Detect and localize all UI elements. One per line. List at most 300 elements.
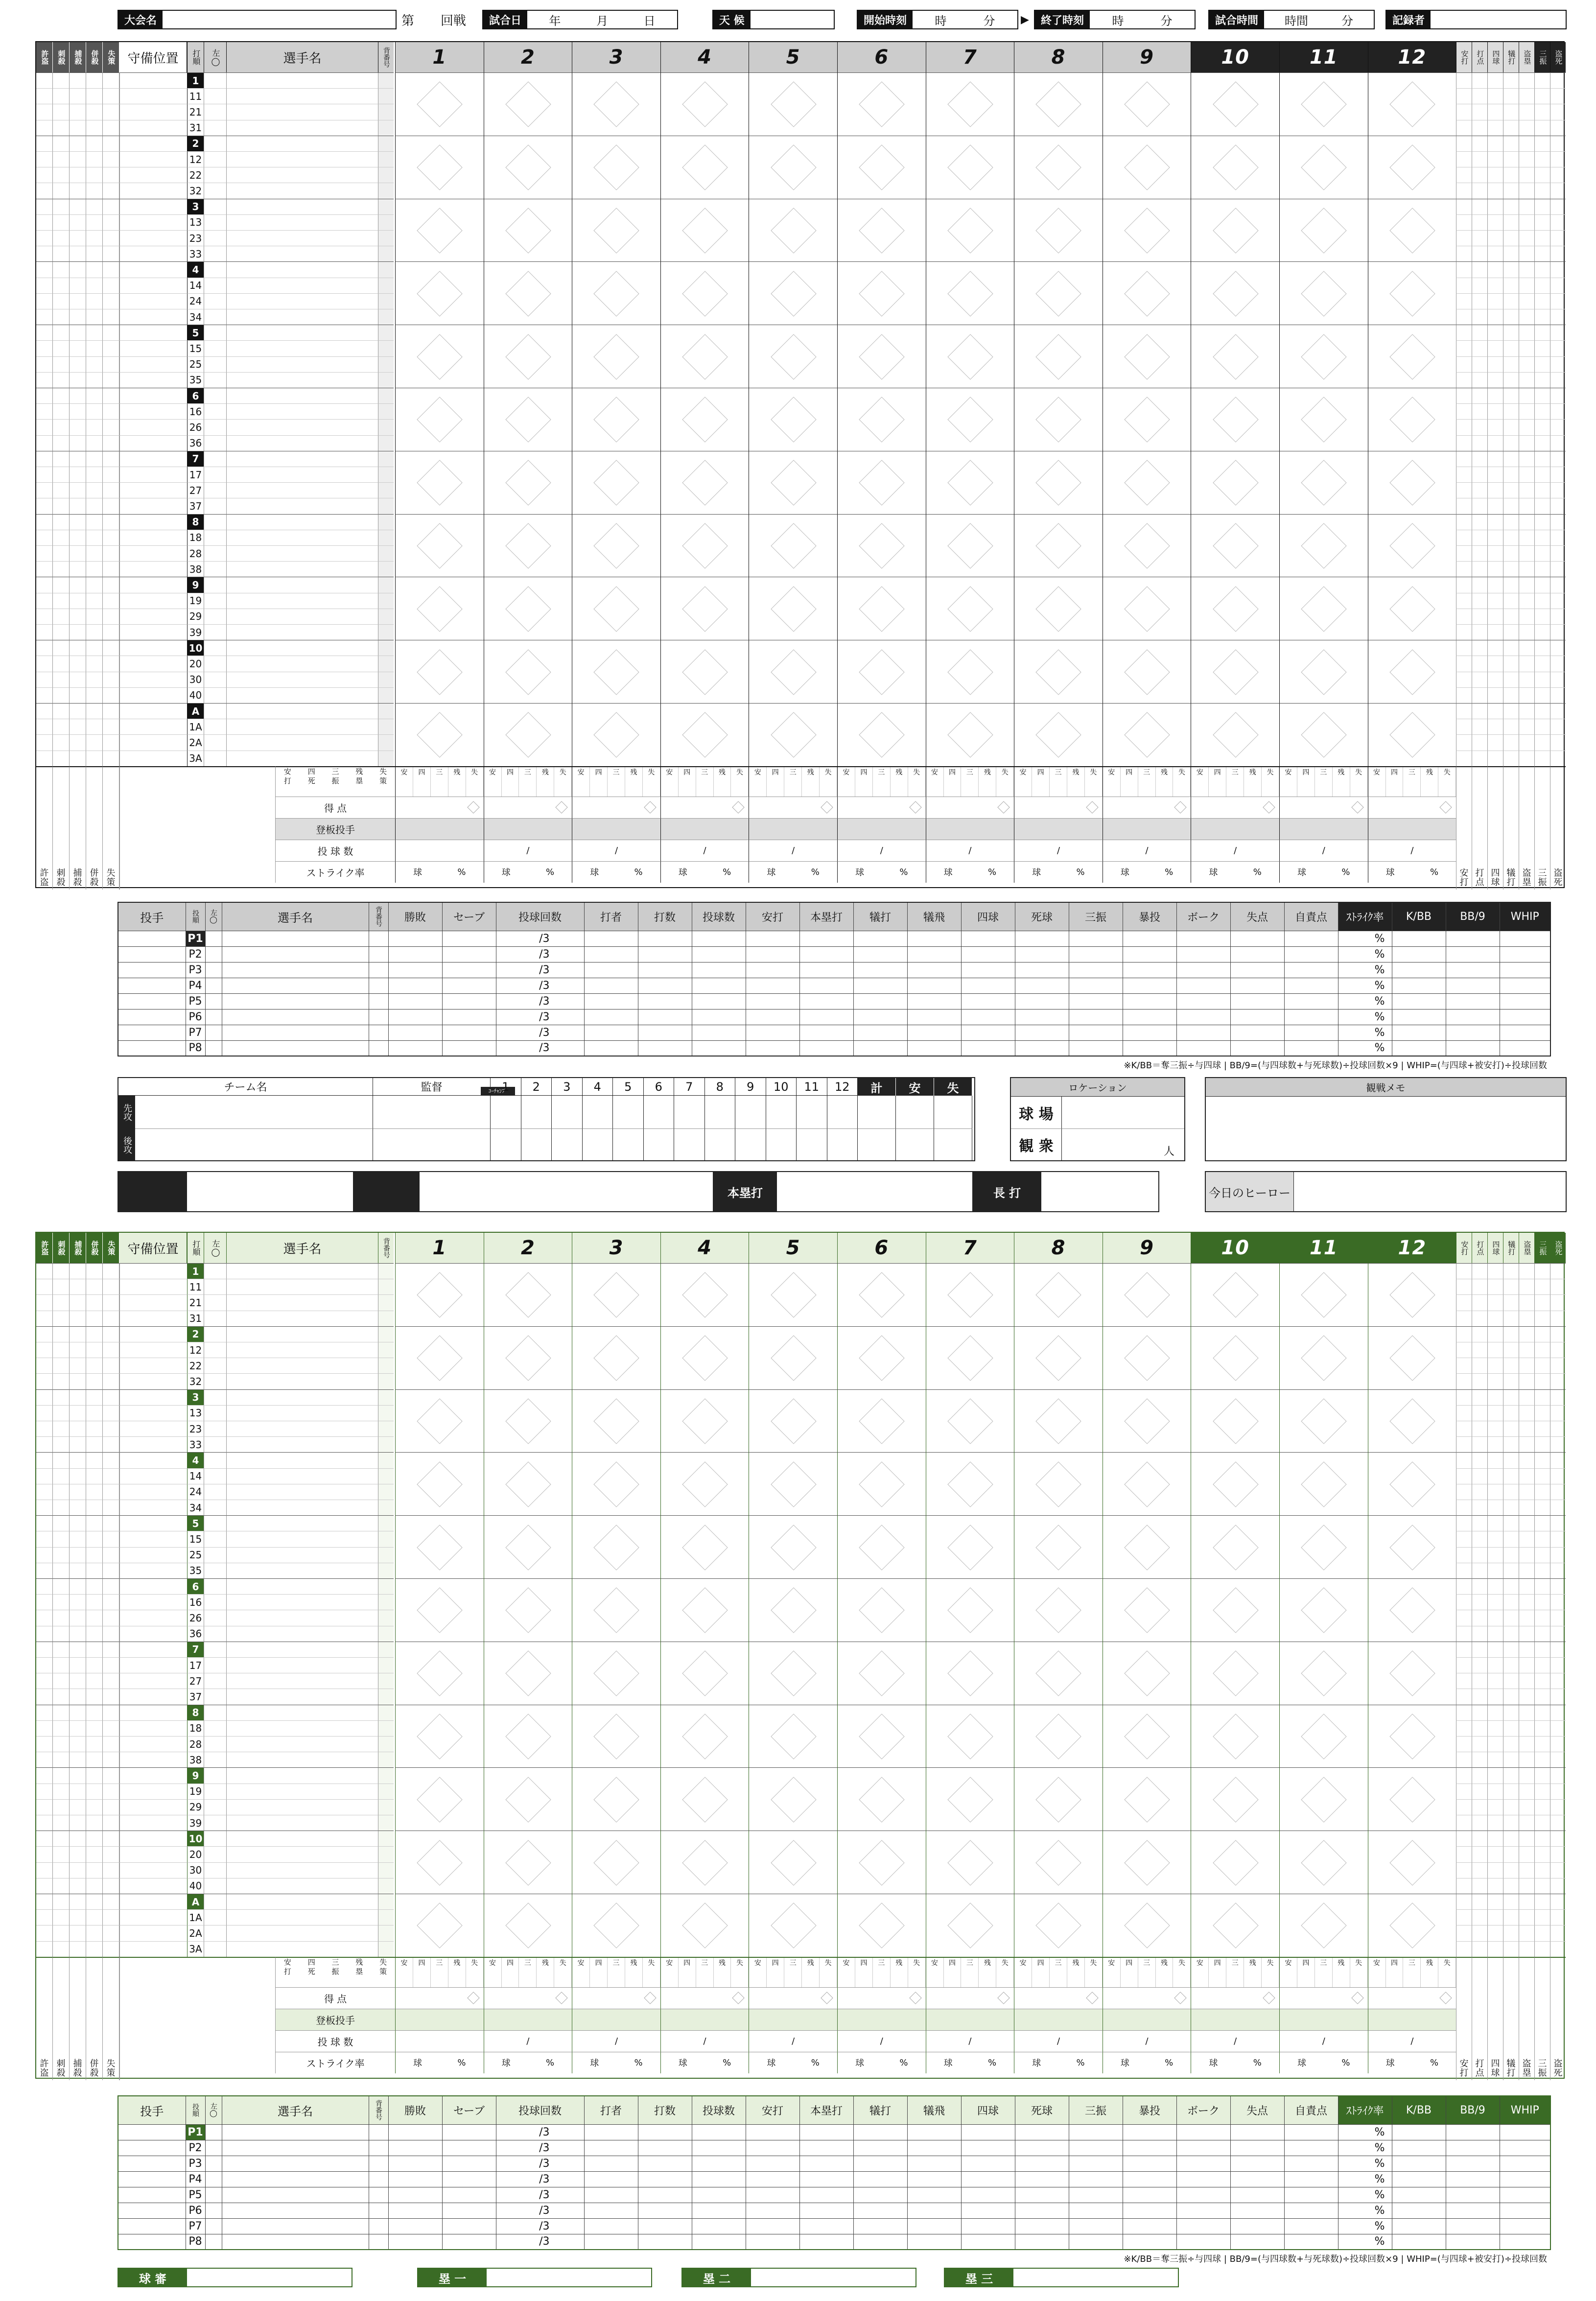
defense-cell[interactable] [119,1909,187,1925]
pitcher-cell[interactable] [853,2124,907,2140]
player-name-cell[interactable] [226,403,378,419]
pitcher-cell[interactable] [799,2203,853,2218]
pitcher-cell[interactable] [638,1040,692,1056]
left-grid-cell[interactable] [53,656,70,671]
pitcher-cell[interactable] [1284,1040,1338,1056]
left-grid-cell[interactable] [36,624,53,640]
lr-cell[interactable] [204,183,226,198]
uniform-cell[interactable] [378,1862,394,1878]
at-bat-cell[interactable] [1368,388,1456,451]
pitcher-cell[interactable] [853,993,907,1009]
summary-cell[interactable] [1368,797,1456,818]
right-grid-cell[interactable] [1503,640,1519,656]
left-grid-cell[interactable] [36,1294,53,1310]
pitcher-cell[interactable] [584,931,638,946]
right-grid-cell[interactable] [1550,1578,1566,1594]
left-grid-cell[interactable] [36,199,53,214]
player-name-cell[interactable] [226,1831,378,1846]
at-bat-cell[interactable] [572,1831,660,1894]
player-name-cell[interactable] [226,1689,378,1704]
pitcher-cell[interactable] [222,978,369,993]
right-grid-cell[interactable] [1487,719,1503,734]
right-grid-cell[interactable] [1487,624,1503,640]
right-grid-cell[interactable] [1487,1815,1503,1831]
summary-cell[interactable] [1103,2009,1191,2030]
right-grid-cell[interactable] [1550,656,1566,671]
right-grid-cell[interactable] [1456,136,1472,151]
left-grid-cell[interactable] [86,1389,103,1405]
right-grid-cell[interactable] [1472,1878,1487,1894]
summary-cell[interactable] [1191,2030,1279,2052]
uniform-cell[interactable] [378,687,394,703]
right-grid-cell[interactable] [1456,1657,1472,1673]
lr-cell[interactable] [204,1610,226,1625]
right-grid-cell[interactable] [1503,1405,1519,1421]
right-grid-cell[interactable] [1472,325,1487,340]
right-grid-cell[interactable] [1456,719,1472,734]
left-grid-cell[interactable] [36,1799,53,1815]
weather-field[interactable] [712,10,835,29]
left-grid-cell[interactable] [103,120,119,136]
at-bat-cell[interactable] [749,514,837,577]
right-grid-cell[interactable] [1550,1610,1566,1625]
right-grid-cell[interactable] [1519,687,1534,703]
pitcher-cell[interactable]: % [1338,931,1392,946]
pitcher-cell[interactable] [638,946,692,962]
left-grid-cell[interactable] [86,1326,103,1342]
hl-field-1[interactable] [187,1172,353,1211]
left-grid-cell[interactable] [70,1563,86,1578]
pitcher-cell[interactable]: /3 [496,993,584,1009]
lr-cell[interactable] [204,1436,226,1452]
at-bat-cell[interactable] [395,1263,484,1326]
left-grid-cell[interactable] [36,751,53,766]
player-name-cell[interactable] [226,356,378,372]
pitcher-cell[interactable] [692,1009,746,1025]
right-grid-cell[interactable] [1550,1784,1566,1799]
lr-cell[interactable] [204,167,226,183]
right-grid-cell[interactable] [1472,104,1487,119]
pitcher-cell[interactable] [1069,1025,1123,1040]
at-bat-cell[interactable] [660,640,749,703]
left-grid-cell[interactable] [70,624,86,640]
defense-cell[interactable] [119,278,187,293]
pitcher-cell[interactable] [638,1009,692,1025]
right-grid-cell[interactable] [1487,120,1503,136]
lr-cell[interactable] [204,72,226,88]
right-grid-cell[interactable] [1456,1515,1472,1531]
summary-cell[interactable] [572,2052,660,2073]
lr-cell[interactable] [204,1720,226,1736]
right-grid-cell[interactable] [1487,687,1503,703]
pitcher-cell[interactable] [369,2234,388,2250]
pitcher-cell[interactable] [1069,946,1123,962]
pitcher-cell[interactable] [388,962,442,978]
pitcher-cell[interactable] [584,993,638,1009]
player-name-cell[interactable] [226,467,378,482]
pitcher-cell[interactable]: % [1338,2156,1392,2171]
lr-cell[interactable] [204,1279,226,1294]
right-grid-cell[interactable] [1472,1421,1487,1436]
right-grid-cell[interactable] [1472,1784,1487,1799]
pitcher-cell[interactable] [205,1025,222,1040]
pitcher-cell[interactable] [1230,931,1284,946]
right-grid-cell[interactable] [1534,1705,1550,1720]
uniform-cell[interactable] [378,1563,394,1578]
left-grid-cell[interactable] [70,1311,86,1326]
right-grid-cell[interactable] [1456,1484,1472,1500]
pitcher-cell[interactable] [222,946,369,962]
pitcher-cell[interactable] [1500,962,1550,978]
right-grid-cell[interactable] [1487,1720,1503,1736]
right-grid-cell[interactable] [1550,419,1566,435]
right-grid-cell[interactable] [1487,1500,1503,1515]
summary-cell[interactable] [749,2009,837,2030]
uniform-cell[interactable] [378,1531,394,1547]
right-grid-cell[interactable] [1472,734,1487,750]
right-grid-cell[interactable] [1503,1894,1519,1909]
pitcher-cell[interactable] [369,931,388,946]
left-grid-cell[interactable] [36,1358,53,1373]
right-grid-cell[interactable] [1550,1925,1566,1941]
right-grid-cell[interactable] [1472,372,1487,388]
at-bat-cell[interactable] [1014,577,1103,640]
right-grid-cell[interactable] [1487,167,1503,183]
left-grid-cell[interactable] [70,403,86,419]
at-bat-cell[interactable] [1103,136,1191,199]
right-grid-cell[interactable] [1550,1846,1566,1862]
at-bat-cell[interactable] [837,261,926,325]
at-bat-cell[interactable] [837,1831,926,1894]
right-grid-cell[interactable] [1503,1878,1519,1894]
duration-field-value[interactable] [1264,11,1374,28]
lr-cell[interactable] [204,561,226,577]
pitcher-cell[interactable] [1284,962,1338,978]
left-grid-cell[interactable] [53,325,70,340]
lr-cell[interactable] [204,1311,226,1326]
pitcher-cell[interactable] [746,931,799,946]
right-grid-cell[interactable] [1550,467,1566,482]
right-grid-cell[interactable] [1534,1547,1550,1563]
right-grid-cell[interactable] [1456,530,1472,545]
right-grid-cell[interactable] [1503,419,1519,435]
right-grid-cell[interactable] [1487,340,1503,356]
defense-cell[interactable] [119,340,187,356]
uniform-cell[interactable] [378,1657,394,1673]
at-bat-cell[interactable] [1014,388,1103,451]
left-grid-cell[interactable] [53,293,70,309]
pitcher-cell[interactable] [907,2140,961,2156]
pitcher-cell[interactable] [1284,2171,1338,2187]
lr-cell[interactable] [204,246,226,261]
pitcher-cell[interactable]: /3 [496,978,584,993]
pitcher-cell[interactable] [369,962,388,978]
pitcher-cell[interactable]: % [1338,978,1392,993]
right-grid-cell[interactable] [1487,1531,1503,1547]
at-bat-cell[interactable] [395,1326,484,1389]
at-bat-cell[interactable] [395,1831,484,1894]
left-grid-cell[interactable] [70,1531,86,1547]
at-bat-cell[interactable] [395,199,484,262]
right-grid-cell[interactable] [1519,451,1534,467]
lr-cell[interactable] [204,199,226,214]
right-grid-cell[interactable] [1472,719,1487,734]
right-grid-cell[interactable] [1519,419,1534,435]
line-score-cell[interactable] [674,1129,705,1161]
at-bat-cell[interactable] [749,72,837,136]
uniform-cell[interactable] [378,1689,394,1704]
uniform-cell[interactable] [378,388,394,403]
right-grid-cell[interactable] [1503,577,1519,592]
at-bat-cell[interactable] [1014,1831,1103,1894]
right-grid-cell[interactable] [1503,687,1519,703]
right-grid-cell[interactable] [1519,1373,1534,1389]
player-name-cell[interactable] [226,1799,378,1815]
right-grid-cell[interactable] [1519,561,1534,577]
summary-cell[interactable] [1279,2009,1368,2030]
summary-cell[interactable] [1103,2052,1191,2073]
left-grid-cell[interactable] [70,1657,86,1673]
start-time-field[interactable] [857,10,1018,29]
right-grid-cell[interactable] [1487,388,1503,403]
left-grid-cell[interactable] [53,1862,70,1878]
left-grid-cell[interactable] [70,451,86,467]
pitcher-cell[interactable] [584,2156,638,2171]
left-grid-cell[interactable] [70,530,86,545]
right-grid-cell[interactable] [1503,467,1519,482]
right-grid-cell[interactable] [1456,1941,1472,1957]
at-bat-cell[interactable] [1103,1263,1191,1326]
pitcher-cell[interactable] [853,946,907,962]
right-grid-cell[interactable] [1503,1515,1519,1531]
left-grid-cell[interactable] [70,293,86,309]
at-bat-cell[interactable] [1191,1389,1279,1453]
at-bat-cell[interactable] [1103,1894,1191,1957]
pitcher-cell[interactable] [746,946,799,962]
right-grid-cell[interactable] [1487,530,1503,545]
at-bat-cell[interactable] [1014,451,1103,514]
defense-cell[interactable] [119,1468,187,1484]
left-grid-cell[interactable] [70,1389,86,1405]
right-grid-cell[interactable] [1534,214,1550,230]
at-bat-cell[interactable] [1279,1452,1368,1515]
lr-cell[interactable] [204,734,226,750]
inning-stat-cell[interactable] [572,766,660,797]
right-grid-cell[interactable] [1550,183,1566,198]
left-grid-cell[interactable] [103,1436,119,1452]
right-grid-cell[interactable] [1503,1815,1519,1831]
line-score-cell[interactable] [491,1129,521,1161]
summary-cell[interactable] [395,818,484,840]
right-grid-cell[interactable] [1456,372,1472,388]
inning-stat-cell[interactable] [837,1957,926,1987]
left-grid-cell[interactable] [86,88,103,104]
left-grid-cell[interactable] [86,1894,103,1909]
pitcher-cell[interactable]: % [1338,2140,1392,2156]
right-grid-cell[interactable] [1534,1263,1550,1279]
second-manager[interactable] [373,1129,491,1161]
uniform-cell[interactable] [378,120,394,136]
player-name-cell[interactable] [226,1925,378,1941]
pitcher-cell[interactable] [1015,1009,1069,1025]
at-bat-cell[interactable] [926,1831,1014,1894]
pitcher-cell[interactable] [799,2156,853,2171]
pitcher-cell[interactable] [118,2187,186,2203]
pitcher-cell[interactable] [205,978,222,993]
left-grid-cell[interactable] [103,1531,119,1547]
pitcher-cell[interactable]: /3 [496,962,584,978]
left-grid-cell[interactable] [36,183,53,198]
right-grid-cell[interactable] [1550,1705,1566,1720]
lr-cell[interactable] [204,1909,226,1925]
at-bat-cell[interactable] [660,1578,749,1642]
left-grid-cell[interactable] [86,1373,103,1389]
defense-cell[interactable] [119,1705,187,1720]
at-bat-cell[interactable] [660,1705,749,1768]
right-grid-cell[interactable] [1534,419,1550,435]
right-grid-cell[interactable] [1519,482,1534,498]
pitcher-cell[interactable] [1284,978,1338,993]
player-name-cell[interactable] [226,104,378,119]
right-grid-cell[interactable] [1456,1279,1472,1294]
player-name-cell[interactable] [226,72,378,88]
defense-cell[interactable] [119,183,187,198]
lr-cell[interactable] [204,640,226,656]
right-grid-cell[interactable] [1550,230,1566,246]
defense-cell[interactable] [119,435,187,451]
left-grid-cell[interactable] [53,151,70,167]
left-grid-cell[interactable] [70,1799,86,1815]
player-name-cell[interactable] [226,1909,378,1925]
summary-cell[interactable] [926,797,1014,818]
at-bat-cell[interactable] [1191,325,1279,388]
left-grid-cell[interactable] [53,719,70,734]
right-grid-cell[interactable] [1519,751,1534,766]
left-grid-cell[interactable] [70,1736,86,1752]
right-grid-cell[interactable] [1456,1736,1472,1752]
at-bat-cell[interactable] [837,514,926,577]
pitcher-cell[interactable] [1230,2140,1284,2156]
right-grid-cell[interactable] [1503,1720,1519,1736]
uniform-cell[interactable] [378,672,394,687]
pitcher-cell[interactable] [638,2140,692,2156]
left-grid-cell[interactable] [70,514,86,530]
right-grid-cell[interactable] [1534,1784,1550,1799]
at-bat-cell[interactable] [1014,1705,1103,1768]
player-name-cell[interactable] [226,719,378,734]
right-grid-cell[interactable] [1550,1421,1566,1436]
pitcher-cell[interactable]: /3 [496,2218,584,2234]
right-grid-cell[interactable] [1503,120,1519,136]
at-bat-cell[interactable] [1279,1263,1368,1326]
pitcher-cell[interactable] [1284,2124,1338,2140]
right-grid-cell[interactable] [1519,1831,1534,1846]
left-grid-cell[interactable] [86,199,103,214]
pitcher-cell[interactable] [369,946,388,962]
right-grid-cell[interactable] [1503,1846,1519,1862]
right-grid-cell[interactable] [1487,72,1503,88]
at-bat-cell[interactable] [660,451,749,514]
at-bat-cell[interactable] [1103,703,1191,766]
left-grid-cell[interactable] [103,1657,119,1673]
right-grid-cell[interactable] [1472,1689,1487,1704]
at-bat-cell[interactable] [484,1831,572,1894]
right-grid-cell[interactable] [1550,1531,1566,1547]
lr-cell[interactable] [204,1689,226,1704]
at-bat-cell[interactable] [1014,1389,1103,1453]
uniform-cell[interactable] [378,530,394,545]
lr-cell[interactable] [204,435,226,451]
right-grid-cell[interactable] [1534,435,1550,451]
player-name-cell[interactable] [226,167,378,183]
left-grid-cell[interactable] [86,372,103,388]
right-grid-cell[interactable] [1503,1531,1519,1547]
right-grid-cell[interactable] [1534,293,1550,309]
at-bat-cell[interactable] [484,72,572,136]
pitcher-cell[interactable] [584,2124,638,2140]
inning-stat-cell[interactable] [1368,1957,1456,1987]
right-grid-cell[interactable] [1519,640,1534,656]
left-grid-cell[interactable] [53,577,70,592]
summary-cell[interactable] [926,1987,1014,2009]
left-grid-cell[interactable] [53,545,70,561]
right-grid-cell[interactable] [1472,1326,1487,1342]
defense-cell[interactable] [119,1689,187,1704]
left-grid-cell[interactable] [103,656,119,671]
defense-cell[interactable] [119,1736,187,1752]
lr-cell[interactable] [204,340,226,356]
defense-cell[interactable] [119,1421,187,1436]
summary-cell[interactable] [660,840,749,861]
right-grid-cell[interactable] [1550,1468,1566,1484]
pitcher-cell[interactable] [799,2171,853,2187]
lr-cell[interactable] [204,1421,226,1436]
left-grid-cell[interactable] [103,1610,119,1625]
pitcher-cell[interactable] [1230,2203,1284,2218]
lr-cell[interactable] [204,1515,226,1531]
lr-cell[interactable] [204,88,226,104]
pitcher-cell[interactable] [853,1025,907,1040]
right-grid-cell[interactable] [1534,482,1550,498]
inning-stat-cell[interactable] [395,766,484,797]
date-field[interactable] [482,10,678,29]
left-grid-cell[interactable] [36,1594,53,1610]
right-grid-cell[interactable] [1519,1657,1534,1673]
left-grid-cell[interactable] [86,419,103,435]
right-grid-cell[interactable] [1519,167,1534,183]
lr-cell[interactable] [204,1831,226,1846]
at-bat-cell[interactable] [1191,1767,1279,1831]
right-grid-cell[interactable] [1456,1626,1472,1642]
uniform-cell[interactable] [378,183,394,198]
pitcher-cell[interactable] [907,2187,961,2203]
right-grid-cell[interactable] [1487,672,1503,687]
line-score-cell[interactable] [491,1096,521,1129]
right-grid-cell[interactable] [1487,88,1503,104]
left-grid-cell[interactable] [70,1862,86,1878]
right-grid-cell[interactable] [1456,1767,1472,1783]
right-grid-cell[interactable] [1550,1894,1566,1909]
right-grid-cell[interactable] [1519,719,1534,734]
right-grid-cell[interactable] [1550,530,1566,545]
left-grid-cell[interactable] [103,1405,119,1421]
defense-cell[interactable] [119,1925,187,1941]
pitcher-cell[interactable] [1015,993,1069,1009]
pitcher-cell[interactable]: % [1338,962,1392,978]
right-grid-cell[interactable] [1456,1862,1472,1878]
right-grid-cell[interactable] [1503,1263,1519,1279]
uniform-cell[interactable] [378,1626,394,1642]
